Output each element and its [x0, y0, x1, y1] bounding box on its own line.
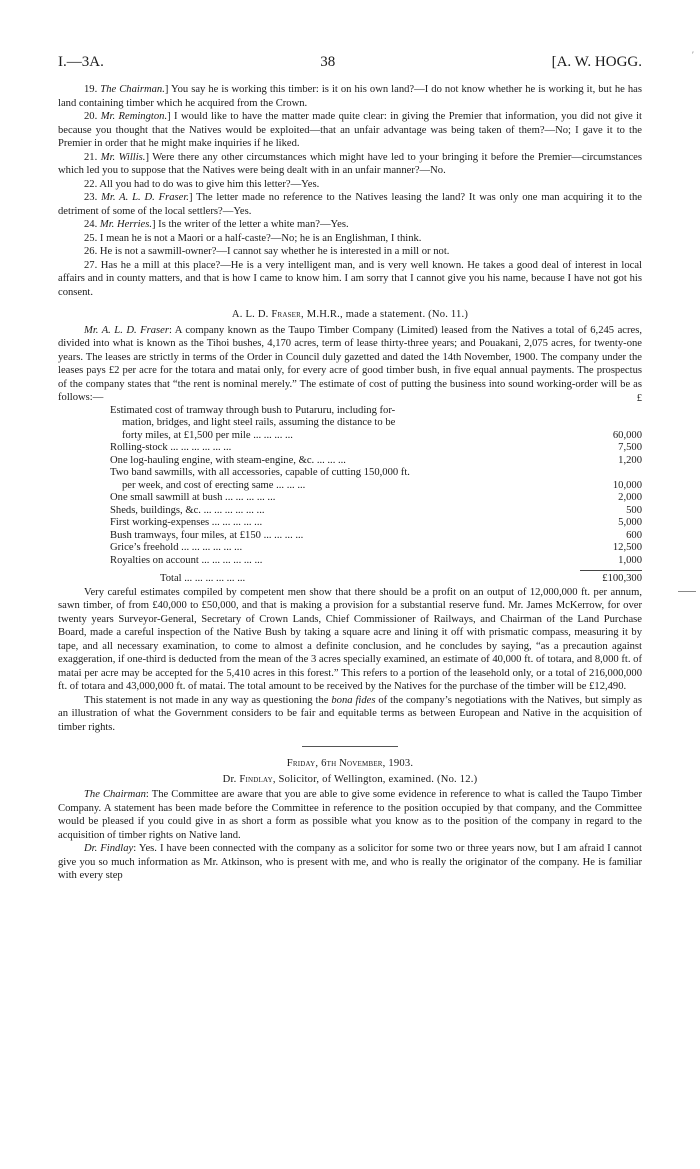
speaker-name: Dr. Findlay	[84, 843, 134, 854]
findlay-heading	[58, 773, 642, 787]
estimate-row	[110, 467, 642, 480]
estimate-amount	[580, 417, 642, 430]
qa-number: 22.	[84, 178, 98, 190]
qa-text: Has he a mill at this place?—He is a very intelligent man, and is very well known. He takes a good deal of interest in local affairs and in county matters, and that is how I came to know him. I am sorry that I cannot give you his name, because I have not got his consent.	[58, 259, 642, 298]
estimate-label: First working-expenses ... ... ... ... ...	[110, 517, 263, 528]
estimate-label: mation, bridges, and light steel rails, assuming the distance to be	[122, 417, 396, 428]
findlay-prefix: Dr.	[222, 773, 240, 785]
text-part: This statement is not made in any way as questioning the	[84, 694, 332, 706]
estimate-label: per week, and cost of erecting same ... ... ...	[122, 479, 306, 491]
qa-section	[58, 83, 642, 299]
speaker-name: Mr. Willis.	[100, 151, 146, 163]
estimate-amount: 5,000	[618, 517, 642, 528]
fraser-heading-rest: , M.H.R., made a statement. (No. 11.)	[301, 309, 469, 320]
estimate-amount: 60,000	[612, 429, 642, 441]
estimate-row	[110, 492, 642, 505]
findlay-paragraph	[58, 842, 642, 883]
estimate-label: Bush tramways, four miles, at £150 ... ... ... ...	[110, 529, 304, 541]
qa-item	[58, 218, 642, 232]
estimate-row	[110, 405, 642, 418]
estimate-row	[110, 505, 642, 518]
qa-text: All you had to do was to give him this letter?—Yes.	[99, 178, 320, 190]
qa-text: ] The letter made no reference to the Natives leasing the land? It was only one man acquiring it to the detriment of some of the local settlers?—Yes.	[58, 192, 643, 217]
estimate-row	[110, 517, 642, 530]
estimate-amount: 1,000	[618, 554, 642, 566]
qa-number: 25.	[84, 232, 98, 244]
qa-text: ] Were there any other circumstances which might have led to your bringing it before the Premier—circumstances which led you to suppose that the Natives were being dealt with in an unfair manner?—No.	[58, 151, 643, 176]
estimate-amount: 1,200	[618, 454, 642, 466]
estimate-amount: 500	[626, 504, 642, 516]
estimate-row	[110, 442, 642, 455]
estimate-label: Royalties on account ... ... ... ... ... ...	[110, 554, 263, 566]
estimate-total-row	[110, 573, 642, 586]
text-italic: bona fides	[331, 694, 376, 706]
estimate-table	[110, 405, 642, 586]
corner-mark: ′	[692, 50, 694, 60]
qa-number: 19.	[84, 84, 98, 95]
estimate-row-continued	[110, 480, 642, 493]
date-heading: Friday, 6th November, 1903.	[286, 758, 414, 769]
qa-text: I mean he is not a Maori or a half-caste?—No; he is an Englishman, I think.	[99, 232, 422, 244]
text-part: of the company’s negotiations with the Natives, but simply as an illustration of what the Government considers to be fair and equitable terms as between European and Native in the acquisition of timber rights.	[58, 694, 642, 733]
currency-heading: £	[636, 392, 642, 404]
findlay-name: Findlay	[239, 773, 273, 785]
qa-item	[58, 83, 642, 110]
estimate-row	[110, 530, 642, 543]
total-rule	[580, 570, 642, 571]
qa-number: 20.	[84, 111, 98, 122]
estimate-label: One small sawmill at bush ... ... ... ... ...	[110, 492, 276, 503]
estimate-label: Rolling-stock ... ... ... ... ... ...	[110, 442, 232, 453]
qa-text: He is not a sawmill-owner?—I cannot say whether he is interested in a mill or not.	[99, 246, 450, 257]
header-left: I.—3A.	[58, 54, 104, 70]
speaker-name: Mr. Remington.	[100, 111, 168, 122]
estimate-label: Grice’s freehold ... ... ... ... ... ...	[110, 542, 243, 553]
estimate-amount: 2,000	[618, 492, 642, 503]
estimate-row-continued	[110, 430, 642, 443]
header-right: [A. W. HOGG.	[551, 54, 642, 70]
total-label: Total ... ... ... ... ... ...	[160, 573, 246, 584]
qa-text: ] I would like to have the matter made quite clear: in giving the Premier that information, you did not give it because you thought that the Natives would be exploited—that an unfair advantage was being taken of them?—No; I gave it to the Premier in order that he might make inquiries if he liked.	[58, 111, 642, 149]
total-amount: £100,300	[602, 573, 642, 584]
paragraph-text: : Yes. I have been connected with the company as a solicitor for some two or three years now, but I am afraid I cannot give you so much information as Mr. Atkinson, who is present with me, and who is really the originator of the company. He is familiar with every step	[58, 843, 642, 881]
estimate-amount	[580, 467, 642, 480]
qa-number: 21.	[84, 151, 98, 163]
page-header	[58, 54, 642, 71]
page-number: 38	[320, 54, 336, 70]
fraser-heading-name: A. L. D. Fraser	[231, 309, 302, 320]
qa-item	[58, 245, 642, 259]
speaker-name: Mr. A. L. D. Fraser	[84, 324, 169, 336]
qa-number: 24.	[84, 219, 98, 230]
estimate-amount: 600	[626, 529, 642, 541]
estimate-row	[110, 455, 642, 468]
speaker-name: Mr. Herries.	[99, 219, 152, 230]
qa-number: 27.	[84, 259, 98, 271]
margin-mark	[678, 591, 696, 592]
fraser-paragraph-3	[58, 694, 642, 735]
qa-item	[58, 110, 642, 151]
estimate-row-continued	[110, 417, 642, 430]
chairman-paragraph	[58, 788, 642, 842]
findlay-rest: , Solicitor, of Wellington, examined. (No. 12.)	[272, 773, 478, 785]
qa-text: ] Is the writer of the letter a white man?—Yes.	[152, 219, 349, 230]
paragraph-text: : The Committee are aware that you are able to give some evidence in reference to what is called the Taupo Timber Company. A statement has been made before the Committee in reference to the position occupied by that company, and the Committee would be pleased if you could give in as short a form as possible what you know as to the position of the company in regard to the acquisition of timber rights on Native land.	[58, 789, 642, 841]
qa-number: 26.	[84, 246, 98, 257]
estimate-label: One log-hauling engine, with steam-engine, &c. ... ... ...	[110, 454, 346, 466]
estimate-label: Sheds, buildings, &c. ... ... ... ... ... ...	[110, 504, 265, 516]
estimate-amount: 12,500	[612, 542, 642, 553]
estimate-label: Two band sawmills, with all accessories, capable of cutting 150,000 ft.	[110, 467, 410, 478]
qa-item	[58, 259, 642, 300]
estimate-label: Estimated cost of tramway through bush to Putaruru, including for-	[110, 404, 396, 416]
qa-item	[58, 191, 642, 218]
qa-number: 23.	[84, 192, 98, 203]
qa-item	[58, 178, 642, 192]
fraser-heading	[58, 308, 642, 322]
estimate-row	[110, 542, 642, 555]
estimate-row	[110, 555, 642, 568]
estimate-amount: 7,500	[618, 442, 642, 453]
section-divider	[302, 746, 398, 747]
qa-item	[58, 151, 642, 178]
speaker-name: The Chairman.	[100, 84, 165, 95]
paragraph-text: : A company known as the Taupo Timber Company (Limited) leased from the Natives a total of 6,245 acres, divided into what is known as the Tihoi bushes, 4,170 acres, term of lease thirty-three years; and Pouakani, 2,075 acres, for twenty-one years. The leases are strictly in terms of the Order in Council duly gazetted and dated the 14th November, 1900. The company under the leases pays £2 per acre for the totara and matai only, for every acre of good timber bush, in five equal annual payments. The prospectus of the company states that “the rent is nominal merely.” The estimate of cost of putting the business into sound working-order will be as follows:—	[58, 324, 642, 403]
speaker-name: Mr. A. L. D. Fraser.	[101, 192, 189, 203]
fraser-paragraph-2: Very careful estimates compiled by competent men show that there should be a profit on an output of 12,000,000 ft. per annum, sawn timber, of from £40,000 to £50,000, and that is making a provision for a substantial reserve fund. Mr. James McKerrow, for over twenty years Surveyor-General, Secretary of Crown Lands, Chief Commissioner of Railways, and Chairman of the Land Purchase Board, made a careful inspection of the Native Bush by taking a square acre and lining it off with prismatic compass, measuring it by tape, and all necessary examination, to come to almost a definite conclusion, and he concludes by saying, “as a precaution against exaggeration, if one-third is deducted from the mean of the 3 acres specially examined, an estimate of 40,000 ft. of totara, and 8,000 ft. of matai per acre may be accepted for the 5,410 acres in this forest.” This refers to a portion of the leasehold only, or a total of 216,000,000 ft. of totara and 43,000,000 ft. of matai. The total amount to be received by the Natives for the purchase of the timber will be £12,490.	[58, 586, 642, 692]
estimate-amount: 10,000	[612, 479, 642, 491]
qa-item	[58, 232, 642, 246]
qa-text: ] You say he is working this timber: is it on his own land?—I do not know whether he is working it, but he has land containing timber which he acquired from the Crown.	[58, 84, 642, 109]
estimate-amount	[580, 405, 642, 418]
estimate-label: forty miles, at £1,500 per mile ... ... ... ...	[122, 429, 293, 441]
speaker-name: The Chairman	[84, 789, 146, 800]
